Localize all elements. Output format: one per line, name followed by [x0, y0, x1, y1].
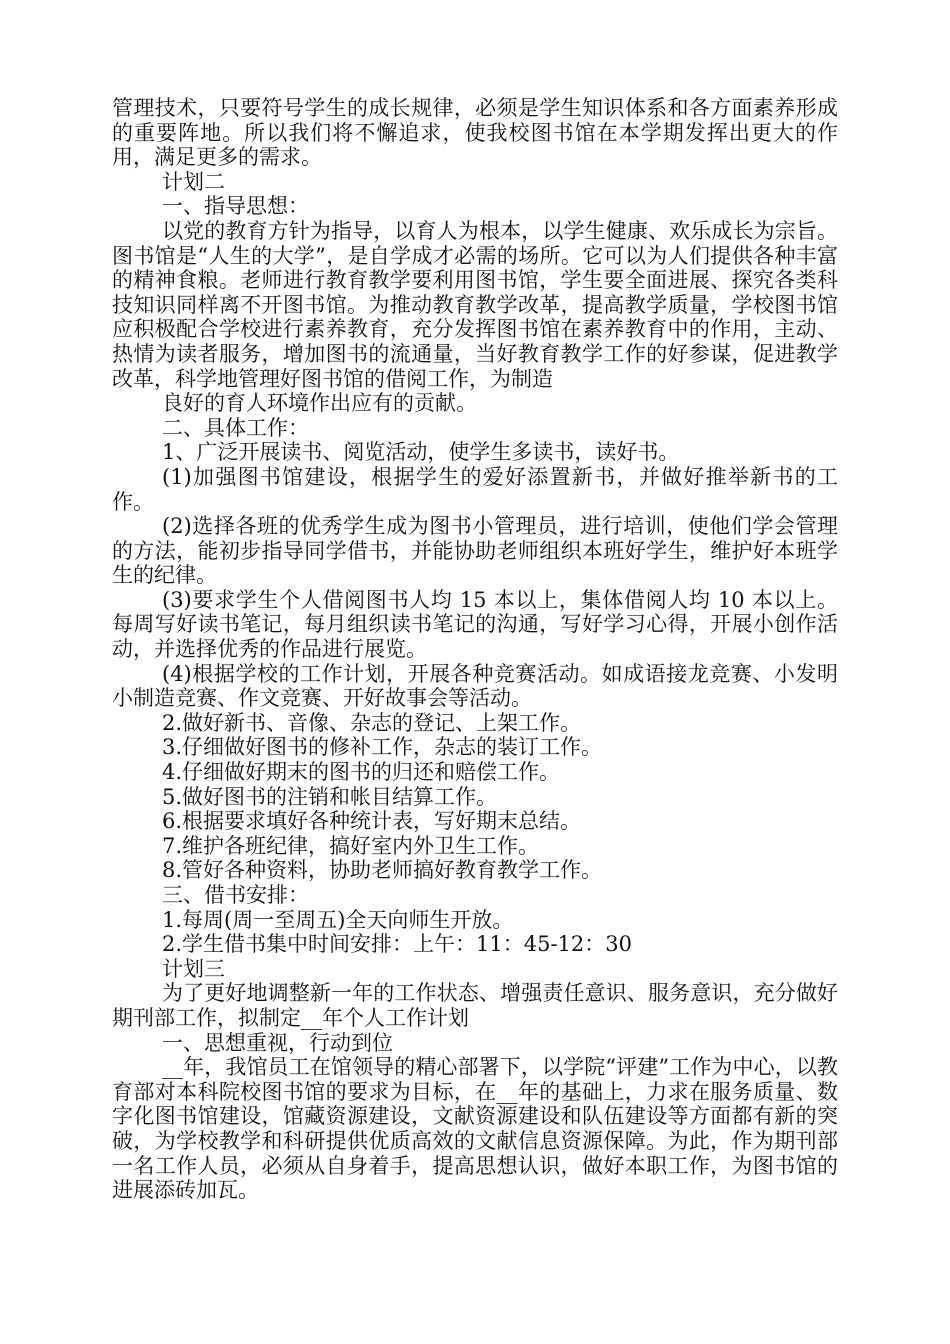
paragraph-borrow-2: 2.学生借书集中时间安排：上午：11：45-12：30 — [162, 932, 633, 957]
paragraph-work-1: 1、广泛开展读书、阅览活动，使学生多读书，读好书。 — [162, 440, 680, 465]
paragraph-plan3-intro: 为了更好地调整新一年的工作状态、增强责任意识、服务意识，充分做好期刊部工作，拟制定__年个人工作计划 — [112, 981, 838, 1030]
paragraph-plan3-heading: 计划三 — [162, 956, 225, 981]
paragraph-thought-body: __年，我馆员工在馆领导的精心部署下，以学院“评建”工作为中心，以教育部对本科院校图书馆的要求为目标，在__年的基础上，力求在服务质量、数字化图书馆建设，馆藏资源建设，文献资源建设和队伍建设等方面都有新的突破，为学校教学和科研提供优质高效的文献信息资源保障。为此，作为期刊部一名工作人员，必须从自身着手，提高思想认识，做好本职工作，为图书馆的进展添砖加瓦。 — [112, 1055, 838, 1203]
document-page — [112, 96, 838, 1203]
paragraph-thought-heading: 一、思想重视，行动到位 — [162, 1030, 393, 1055]
paragraph-work-6: 6.根据要求填好各种统计表，写好期末总结。 — [162, 809, 582, 834]
paragraph-borrow-1: 1.每周(周一至周五)全天向师生开放。 — [162, 907, 514, 932]
paragraph-work-2: 2.做好新书、音像、杂志的登记、上架工作。 — [162, 710, 582, 735]
paragraph-work-4: 4.仔细做好期末的图书的归还和赔偿工作。 — [162, 760, 561, 785]
paragraph-guiding-body: 以党的教育方针为指导，以育人为根本，以学生健康、欢乐成长为宗旨。图书馆是“人生的大学”，是自学成才必需的场所。它可以为人们提供各种丰富的精神食粮。老师进行教育教学要利用图书馆，学生要全面进展、探究各类科技知识同样离不开图书馆。为推动教育教学改革，提高教学质量，学校图书馆应积极配合学校进行素养教育，充分发挥图书馆在素养教育中的作用，主动、热情为读者服务，增加图书的流通量，当好教育教学工作的好参谋，促进教学改革，科学地管理好图书馆的借阅工作，为制造 — [112, 218, 838, 391]
paragraph-guiding-heading: 一、指导思想： — [162, 194, 309, 219]
paragraph-work-5: 5.做好图书的注销和帐目结算工作。 — [162, 784, 498, 809]
paragraph-plan2-heading: 计划二 — [162, 169, 225, 194]
paragraph-borrow-heading: 三、借书安排： — [162, 883, 309, 907]
paragraph-work-3: 3.仔细做好图书的修补工作，杂志的装订工作。 — [162, 735, 603, 760]
paragraph-work-1-4: (4)根据学校的工作计划，开展各种竞赛活动。如成语接龙竞赛、小发明小制造竞赛、作文竞赛、开好故事会等活动。 — [112, 661, 838, 711]
paragraph-work-1-1: (1)加强图书馆建设，根据学生的爱好添置新书，并做好推举新书的工作。 — [112, 464, 838, 514]
paragraph-work-1-3: (3)要求学生个人借阅图书人均 15 本以上，集体借阅人均 10 本以上。每周写好读书笔记，每月组织读书笔记的沟通，写好学习心得，开展小创作活动，并选择优秀的作品进行展览。 — [112, 587, 838, 662]
paragraph-work-heading: 二、具体工作： — [162, 415, 309, 440]
paragraph-work-1-2: (2)选择各班的优秀学生成为图书小管理员，进行培训，使他们学会管理的方法，能初步指导同学借书，并能协助老师组织本班好学生，维护好本班学生的纪律。 — [112, 514, 838, 588]
paragraph-guiding-body-2: 良好的育人环境作出应有的贡献。 — [162, 391, 477, 416]
paragraph-work-7: 7.维护各班纪律，搞好室内外卫生工作。 — [162, 833, 540, 858]
paragraph-p-continue: 管理技术，只要符号学生的成长规律，必须是学生知识体系和各方面素养形成的重要阵地。所以我们将不懈追求，使我校图书馆在本学期发挥出更大的作用，满足更多的需求。 — [112, 96, 838, 170]
paragraph-work-8: 8.管好各种资料，协助老师搞好教育教学工作。 — [162, 858, 603, 883]
